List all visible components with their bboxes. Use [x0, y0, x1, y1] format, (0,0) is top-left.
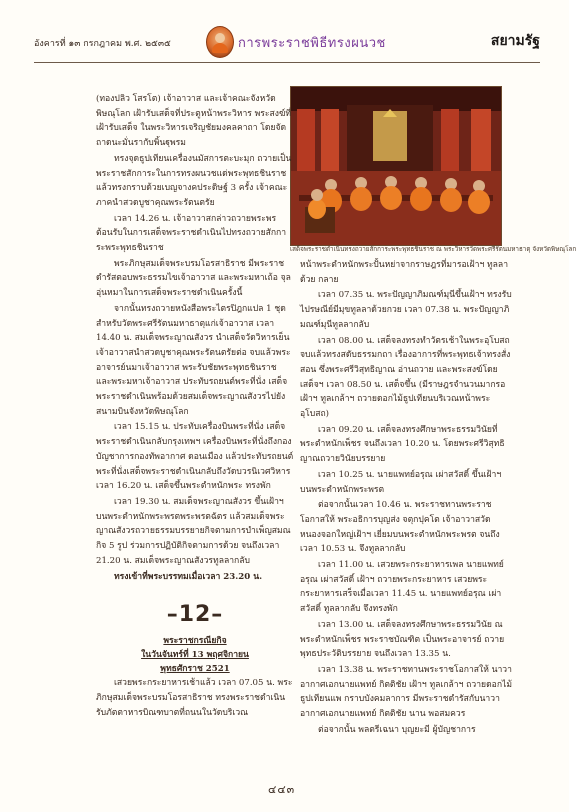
paragraph: เวลา 15.15 น. ประทับเครื่องบินพระที่นั่ง เสด็จพระราชดำเนินกลับกรุงเทพฯ เครื่องบินพระที่นั่งถึงกองบัญชาการกองทัพอากาศ ดอนเมือง แล้วประทับรถยนต์พระที่นั่งเสด็จพระราชดำเนินกลับถึงวัดบวรนิเวศวิหาร เวลา 16.20 น. เสด็จขึ้นพระตำหนักพระ ทรงพัก [96, 422, 294, 492]
chapter-title-line: พุทธศักราช 2521 [160, 664, 230, 675]
paragraph: (ทองปลิว โสรโต) เจ้าอาวาส และเจ้าคณะจังหวัดพิษณุโลก เฝ้ารับเสด็จที่ประตูหน้าพระวิหาร พระสงฆ์ที่เฝ้ารับเสด็จ ในพระวิหารเจริญชัยมงคลคาถา โดยจัดถาดนะมั่นรากับพิ้นฐุพรม [96, 94, 292, 149]
paragraph: ทรงจุดธูปเทียนเครื่องนมัสการตะบะมุก ถวายเป็นพระราชสักการะในการทรงผนวชแด่พระพุทธชินราช แล้วทรงกราบด้วยเบญจางคประดิษฐ์ 3 ครั้ง เจ้าคณะภาคนำสวดบูชาคุณพระรัตนตรัย [96, 153, 292, 208]
paragraph: ต่อจากนั้น พลตรีเฉนา บุญยะมี ผู้บัญชาการ [318, 724, 476, 735]
paragraph: เวลา 09.20 น. เสด็จลงทรงศึกษาพระธรรมวินัยที่พระตำหนักเพ็ชร จนถึงเวลา 10.20 น. โดยพระศรีวิสุทธิญาณถวายวินัยบรรยาย [300, 424, 505, 465]
chapter-title-line: ในวันจันทร์ที่ 13 พฤศจิกายน [141, 650, 249, 661]
paragraph: เวลา 07.35 น. พระปัญญาภิมณฑ์มุนีขึ้นเฝ้าฯ ทรงรับไปรษณีย์มีมุขทูลลาด้วยกวย เวลา 07.38 น. พระปัญญาภิมณฑ์มุนีทูลลากลับ [300, 290, 512, 330]
ceremony-photo [290, 86, 502, 246]
paragraph: เวลา 13.00 น. เสด็จลงทรงศึกษาพระธรรมวินัย ณ พระตำหนักเพ็ชร พระราชบัณฑิต เป็นพระอาจารย์ ถวายพุทธประวัติบรรยาย จนถึงเวลา 13.35 น. [300, 619, 505, 660]
chapter-number: –12– [166, 602, 224, 628]
paragraph: เสวยพระกระยาหารเช้าแล้ว เวลา 07.05 น. พระภิกษุสมเด็จพระบรมโอรสาธิราช ทรงพระราชดำเนินรับภัตตาหารบิณฑบาตที่ถนนในวัดบริเวณ [96, 678, 293, 718]
newspaper-logo: สยามรัฐ [490, 33, 540, 49]
paragraph: เวลา 08.00 น. เสด็จลงทรงทำวัตรเช้าในพระอุโบสถ จบแล้วทรงสดับธรรมกถา เรื่องอาการที่พระพุทธเจ้าทรงสั่งสอน ซึ่งพระศรีวิสุทธิญาณ อ่านถวาย และพระสงฆ์โดยเสด็จฯ เวลา 08.50 น. เสด็จขึ้น (มีราษฎรจำนวนมากรอเฝ้าฯ ทูลเกล้าฯ ถวายดอกไม้ธูปเทียนบริเวณหน้าพระอุโบสถ) [300, 335, 511, 420]
paragraph: จากนั้นทรงถวายหนังสือพระไตรปิฎกแปล 1 ชุดสำหรับวัดพระศรีรัตนมหาธาตุแก่เจ้าอาวาส เวลา 14.40 น. สมเด็จพระญาณสังวร นำเสด็จวัดวิหารเย็น เจ้าอาวาสนำสวดบูชาคุณพระรัตนตรัยต่อ จบแล้วพระอาจารย์นมาเจ้าอาวาส พระรับชัยพระพุทธชินราช และพระมหาเจ้าอาวาส ประทับรถยนต์พระที่นั่ง เสด็จพระราชดำเนินพร้อมด้วยสมเด็จพระญาณสังวรไปยังสนามบินจังหวัดพิษณุโลก [96, 303, 291, 417]
chapter-title-line: พระราชกรณียกิจ [163, 636, 227, 647]
paragraph: ต่อจากนั้นเวลา 10.46 น. พระราชทานพระราชโอกาสให้ พระอธิการบุญส่ง จตุกปุคโต เจ้าอาวาสวัดหนองจอกใหญ่เฝ้าฯ เยี่ยมบนพระตำหนักพระพรต จนถึงเวลา 10.53 น. จึงทูลลากลับ [300, 500, 500, 555]
page-header [34, 26, 540, 60]
paragraph: เวลา 11.00 น. เสวยพระกระยาหารเพล นายแพทย์อรุณ เผ่าสวัสดิ์ เฝ้าฯ ถวายพระกระยาหาร เสวยพระกระยาหารเสร็จเมื่อเวลา 11.45 น. นายแพทย์อรุณ เผ่าสวัสดิ์ ทูลลากลับ จึงทรงพัก [300, 560, 504, 615]
paragraph: เวลา 10.25 น. นายแพทย์อรุณ เผ่าสวัสดิ์ ขึ้นเฝ้าฯ บนพระตำหนักพระพรต [300, 469, 502, 495]
left-column [96, 92, 294, 718]
header-date: อังคารที่ ๑๓ กรกฎาคม พ.ศ. ๒๕๓๕ [34, 39, 171, 49]
paragraph: เวลา 19.30 น. สมเด็จพระญาณสังวร ขึ้นเฝ้าฯ บนพระตำหนักพระพรตพระพรตฉัตร แล้วสมเด็จพระญาณสังวรถวายธรรมบรรยายกิจตามการบำเพ็ญสมณกิจ 5 รูป ร่วมการปฏิบัติกิจตามการด้วย จนถึงเวลา 21.20 น. สมเด็จพระญาณสังวรทูลลากลับ [96, 496, 291, 566]
paragraph: เวลา 13.38 น. พระราชทานพระราชโอกาสให้ นาวาอากาศเอกนายแพทย์ กิตติชัย เฝ้าฯ ทูลเกล้าฯ ถวายดอกไม้ ธูปเทียนแพ กราบบังคมลาการ มีพระราชดำรัสกับนาวาอากาศเอกนายแพทย์ กิตติชัย นาน พอสมควร [300, 664, 513, 720]
photo-caption: เสด็จพระราชดำเนินทรงถวายสักการะพระพุทธชินราช ณ พระวิหารวัดพระศรีรัตนมหาธาตุ จังหวัดพิษณุโลก [290, 246, 576, 253]
paragraph-bold: ทรงเข้าที่พระบรรทมเมื่อเวลา 23.20 น. [114, 571, 263, 582]
right-column [300, 258, 512, 770]
paragraph: หน้าพระตำหนักพระปั้นหย่าจากราษฎรที่มารอเฝ้าฯ ทูลลาด้วย กลาย [300, 260, 509, 285]
page-number: ๔๔๓ [268, 783, 296, 796]
header-divider [34, 62, 540, 63]
paragraph: พระภิกษุสมเด็จพระบรมโอรสาธิราช มีพระราชดำรัสตอบพระธรรมไขเจ้าอาวาส และพระมหาเถ้อ จุลอุ่นหมาในการเสด็จพระราชดำเนินครั้งนี้ [96, 258, 291, 299]
monk-emblem-icon [206, 26, 234, 58]
header-title: การพระราชพิธีทรงผนวช [238, 36, 386, 51]
paragraph: เวลา 14.26 น. เจ้าอาวาสกล่าวถวายพระพรต้อนรับในการเสด็จพระราชดำเนินไปทรงถวายสักการะพระพุทธชินราช [96, 213, 287, 254]
